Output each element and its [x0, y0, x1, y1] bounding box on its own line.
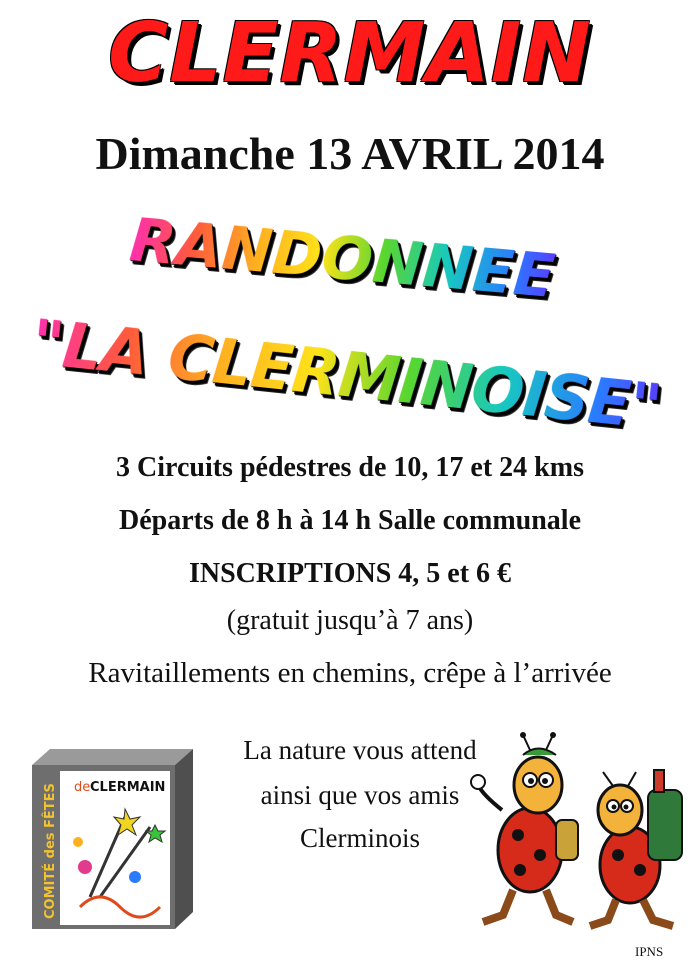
circuits-text: 3 Circuits pédestres de 10, 17 et 24 kms: [116, 452, 584, 483]
footer-ipns: IPNS: [635, 944, 664, 959]
ladybug-hiker-left-icon: [471, 732, 578, 922]
nature-line3: Clerminois: [300, 823, 420, 853]
nature-line2: ainsi que vos amis: [260, 780, 460, 810]
event-title-line1: RANDONNEE: [126, 205, 558, 313]
ladybug-hiker-right-icon: [590, 770, 682, 926]
logo-side-text: COMITÉ des FÊTES: [43, 783, 58, 919]
logo-de-text: de: [74, 780, 91, 795]
departs-text: Départs de 8 h à 14 h Salle communale: [119, 505, 581, 536]
comite-logo: [30, 747, 195, 937]
nature-line1: La nature vous attend: [243, 735, 477, 765]
event-title-line2: "LA CLERMINOISE": [28, 305, 665, 444]
logo-town-text: CLERMAIN: [90, 780, 166, 795]
gratuit-text: (gratuit jusqu’à 7 ans): [226, 605, 474, 636]
ladybug-mascots: [468, 730, 693, 940]
inscriptions-text: INSCRIPTIONS 4, 5 et 6 €: [188, 558, 512, 589]
ravitaillements-text: Ravitaillements en chemins, crêpe à l’arrivée: [88, 657, 612, 689]
event-date: Dimanche 13 AVRIL 2014: [95, 128, 605, 179]
poster-title: CLERMAIN: [108, 6, 592, 101]
